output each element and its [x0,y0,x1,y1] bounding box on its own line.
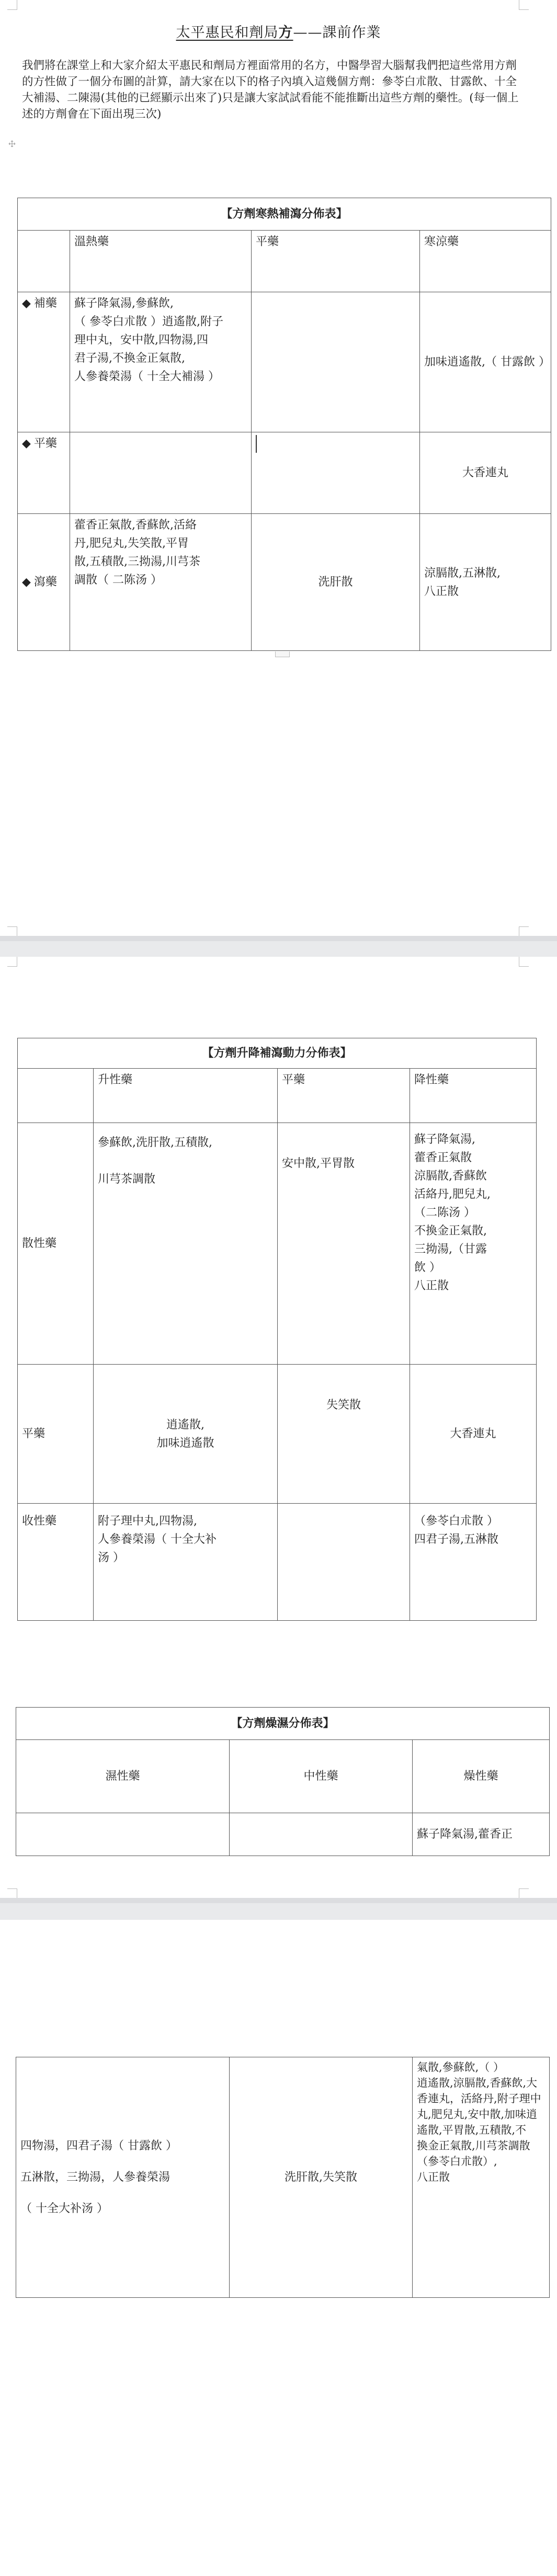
corner-cell [18,231,70,292]
page-3 [0,1920,557,2576]
header-down: 降性藥 [410,1069,537,1123]
cell-r1-dry[interactable]: 蘇子降氣湯,藿香正 [413,1813,550,1856]
page-corner-mark [7,957,17,967]
page-corner-mark [7,0,17,10]
cell-purge-neutral[interactable]: 洗肝散 [252,514,420,651]
table-caption: 【方劑升降補瀉動力分佈表】 [18,1038,537,1069]
row-label-tonify: ◆ 補藥 [18,292,70,432]
cell-purge-cool[interactable]: 涼膈散,五淋散, 八正散 [420,514,551,651]
table-resize-tab[interactable] [275,651,290,657]
title-part-3: ——課前作業 [293,25,381,41]
header-cool: 寒涼藥 [420,231,551,292]
cold-heat-tonify-purge-table [17,198,551,651]
cell-r1-neutral[interactable] [230,1813,413,1856]
header-dry: 燥性藥 [413,1740,550,1813]
header-neutral: 平藥 [278,1069,410,1123]
cell-dispersing-down[interactable]: 蘇子降氣湯, 藿香正氣散 涼膈散,香蘇飲 活絡丹,肥兒丸, （二陈汤 ） 不換金正氣散, 三拗湯,（甘露 飲 ） 八正散 [410,1123,537,1365]
header-neutral: 平藥 [252,231,420,292]
cell-tonify-neutral[interactable] [252,292,420,432]
cell-r2-neutral[interactable]: 洗肝散,失笑散 [230,2057,413,2298]
row-label-astringing: 收性藥 [18,1504,94,1621]
diamond-bullet-icon: ◆ [22,437,31,450]
cell-astringing-neutral[interactable] [278,1504,410,1621]
document-title [0,21,557,41]
title-part-1: 太平惠民和劑局 [176,25,279,41]
cell-tonify-warm[interactable]: 蘇子降氣湯,參蘇飲, （ 參苓白朮散 ）逍遙散,附子 理中丸，安中散,四物湯,四 君子湯,不換金正氣散, 人參養榮湯（ 十全大補湯 ） [70,292,252,432]
row-label-purge: ◆ 瀉藥 [18,514,70,651]
cell-neutral-up[interactable]: 逍遙散, 加味逍遙散 [94,1365,278,1504]
text-cursor [256,435,257,453]
cell-r2-dry[interactable]: 氣散,參蘇飲,（ ） 逍遙散,涼膈散,香蘇飲,大香連丸，活絡丹,附子理中丸,肥兒丸,安中散,加味逍遙散,平胃散,五積散,不 換金正氣散,川芎茶調散（參苓白朮散）, 八正散 [413,2057,550,2298]
intro-paragraph: 我們將在課堂上和大家介紹太平惠民和劑局方裡面常用的名方，中醫學習大腦幫我們把這些常用方劑的方性做了一個分布圖的計算，請大家在以下的格子內填入這幾個方劑：參苓白朮散、甘露飲、十全大補湯、二陳湯(其他的已經顯示出來了)只是讓大家試試看能不能推斷出這些方劑的藥性。(每一個上述的方劑會在下面出現三次) [22,59,519,121]
cell-neutral-down[interactable]: 大香連丸 [410,1365,537,1504]
page-gap [0,1898,557,1920]
cell-tonify-cool[interactable]: 加味逍遙散,（ 甘露飲 ） [420,292,551,432]
corner-cell [18,1069,94,1123]
cell-neutral-cool[interactable]: 大香連丸 [420,432,551,514]
page-gap [0,936,557,957]
row-label-neutral: 平藥 [18,1365,94,1504]
cell-dispersing-neutral[interactable]: 安中散,平胃散 [278,1123,410,1365]
header-neutral: 中性藥 [230,1740,413,1813]
page-corner-mark [7,1888,17,1898]
table-caption: 【方劑寒熱補瀉分佈表】 [18,198,551,231]
page-corner-mark [519,1888,529,1898]
cell-purge-warm[interactable]: 藿香正氣散,香蘇飲,活絡 丹,肥兒丸,失笑散,平胃 散,五積散,三拗湯,川芎茶 調散（ 二陈汤 ） [70,514,252,651]
title-part-2: 方 [278,25,293,41]
header-up: 升性藥 [94,1069,278,1123]
table-move-handle-icon[interactable] [8,140,16,147]
header-warm: 溫熱藥 [70,231,252,292]
cell-r1-damp[interactable] [16,1813,230,1856]
page-corner-mark [519,0,529,10]
page-corner-mark [7,926,17,936]
cell-neutral-warm[interactable] [70,432,252,514]
row-label-neutral: ◆ 平藥 [18,432,70,514]
diamond-bullet-icon: ◆ [22,576,31,589]
dry-damp-table [16,1707,550,1856]
cell-astringing-up[interactable]: 附子理中丸,四物湯, 人參養榮湯（ 十全大补 汤 ） [94,1504,278,1621]
page-corner-mark [519,957,529,967]
cell-dispersing-up[interactable]: 參蘇飲,洗肝散,五積散, 川芎茶調散 [94,1123,278,1365]
page-1 [0,0,557,936]
cell-r2-damp[interactable]: 四物湯，四君子湯（ 甘露飲 ） 五淋散，三拗湯，人參養榮湯 （ 十全大补汤 ） [16,2057,230,2298]
header-damp: 濕性藥 [16,1740,230,1813]
cell-neutral-neutral[interactable]: 失笑散 [278,1365,410,1504]
row-label-dispersing: 散性藥 [18,1123,94,1365]
dry-damp-table-continued [16,2057,550,2298]
lift-sink-dynamics-table [17,1038,537,1621]
page-corner-mark [519,926,529,936]
table-caption: 【方劑燥濕分佈表】 [16,1708,550,1740]
cell-astringing-down[interactable]: （參苓白朮散 ） 四君子湯,五淋散 [410,1504,537,1621]
page-2 [0,957,557,1898]
diamond-bullet-icon: ◆ [22,297,31,310]
cell-neutral-neutral[interactable] [252,432,420,514]
